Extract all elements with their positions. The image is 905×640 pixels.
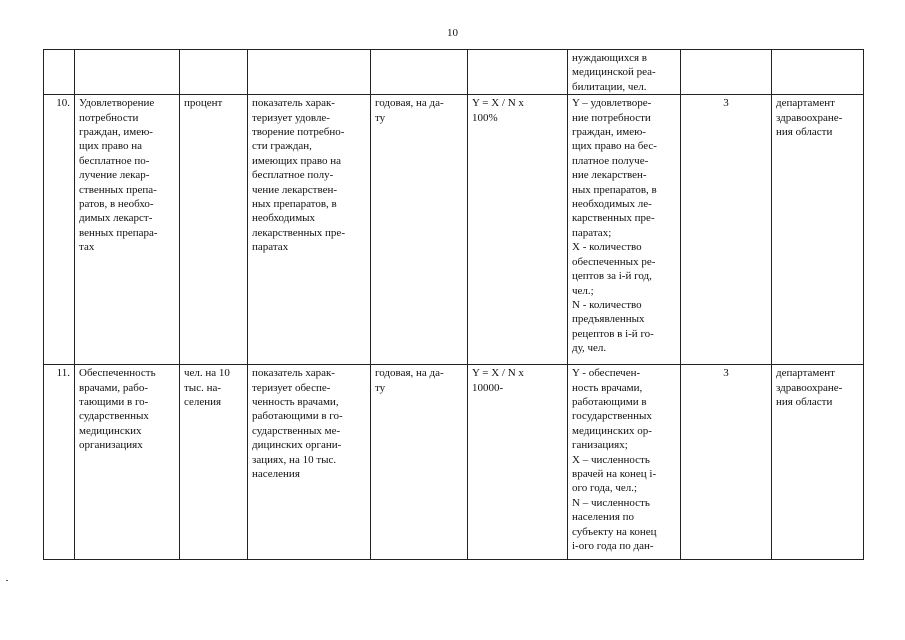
- cell-empty: [772, 50, 864, 95]
- cell-empty: [44, 50, 75, 95]
- method-code: 3: [681, 365, 772, 560]
- indicator-name: Обеспеченность врачами, рабо- тающими в го- сударственных медицинских организациях: [75, 365, 180, 560]
- periodicity: годовая, на да- ту: [371, 365, 468, 560]
- variables: Y - обеспечен- ность врачами, работающими в государственных медицинских ор- ганизациях; X – численность врачей на конец i- ого года, чел.; N – численность населения по субъекту на конец i-ого года по дан-: [568, 365, 681, 560]
- formula: Y = X / N x 100%: [468, 95, 568, 365]
- unit: чел. на 10 тыс. на- селения: [180, 365, 248, 560]
- definition: показатель харак- теризует удовле- творение потребно- сти граждан, имеющих право на бесплатное полу- чение лекарствен- ных препаратов, в необходимых лекарственных пре- паратах: [248, 95, 371, 365]
- row-number: 10.: [44, 95, 75, 365]
- variables: Y – удовлетворе- ние потребности граждан, имею- щих право на бес- платное получе- ние лекарствен- ных препаратов, в необходимых ле- карственных пре- паратах; X - количество обеспеченных ре- цептов за i-й год, чел.; N - количество предъявленных рецептов в i-й го- ду, чел.: [568, 95, 681, 365]
- responsible: департамент здравоохране- ния области: [772, 365, 864, 560]
- indicator-table: [43, 49, 864, 560]
- responsible: департамент здравоохране- ния области: [772, 95, 864, 365]
- cell-empty: [468, 50, 568, 95]
- scan-mark: [6, 580, 8, 581]
- periodicity: годовая, на да- ту: [371, 95, 468, 365]
- page-number: 10: [447, 27, 458, 39]
- unit: процент: [180, 95, 248, 365]
- cell-empty: [681, 50, 772, 95]
- cell-empty: [371, 50, 468, 95]
- continuation-variables: нуждающихся в медицинской реа- билитации, чел.: [568, 50, 681, 95]
- table-row: [44, 365, 864, 560]
- row-number: 11.: [44, 365, 75, 560]
- cell-empty: [180, 50, 248, 95]
- formula: Y = X / N x 10000-: [468, 365, 568, 560]
- indicator-name: Удовлетворение потребности граждан, имею- щих право на бесплатное по- лучение лекар- ственных препа- ратов, в необхо- димых лекарст- венных препара- тах: [75, 95, 180, 365]
- table-row: [44, 95, 864, 365]
- cell-empty: [75, 50, 180, 95]
- definition: показатель харак- теризует обеспе- ченность врачами, работающими в го- сударственных ме- дицинских органи- зациях, на 10 тыс. населения: [248, 365, 371, 560]
- method-code: 3: [681, 95, 772, 365]
- continuation-row: [44, 50, 864, 95]
- cell-empty: [248, 50, 371, 95]
